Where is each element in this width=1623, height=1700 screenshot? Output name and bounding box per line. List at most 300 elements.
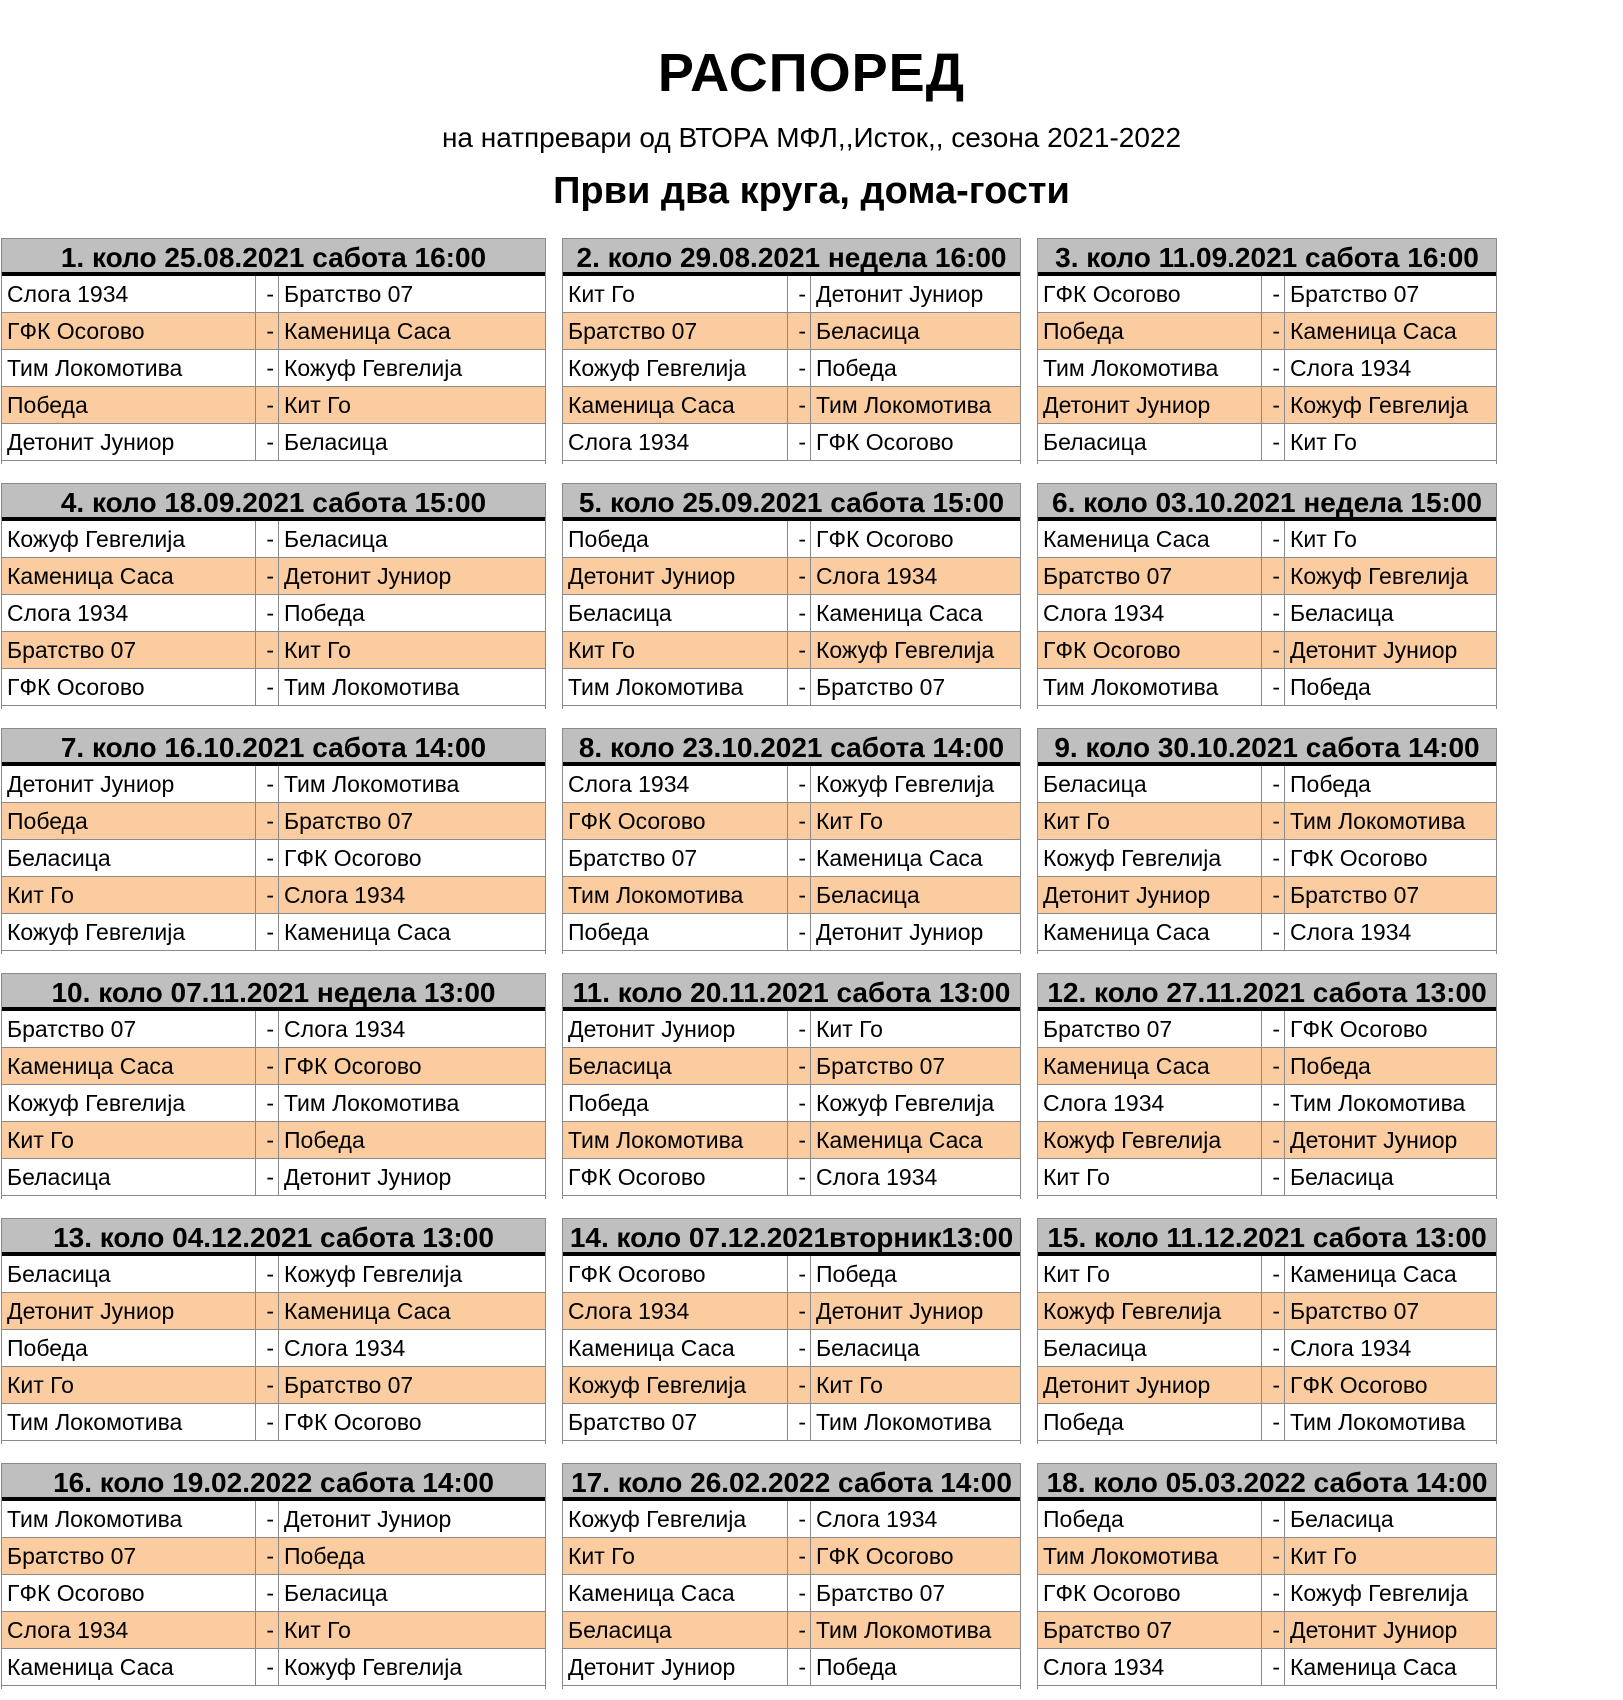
match-row — [2, 766, 545, 803]
home-team: ГФК Осогово — [1043, 637, 1181, 663]
match-row — [2, 1367, 545, 1404]
match-row — [563, 766, 1020, 803]
match-row — [2, 276, 545, 313]
match-separator: - — [1261, 595, 1285, 631]
match-separator: - — [1261, 1048, 1285, 1084]
away-team: Слога 1934 — [816, 563, 938, 589]
match-row — [563, 1011, 1020, 1048]
home-team: Беласица — [1043, 771, 1147, 797]
home-team: Победа — [1043, 1409, 1124, 1435]
round-title: 18. коло 05.03.2022 сабота 14:00 — [1038, 1464, 1496, 1501]
match-row — [563, 1649, 1020, 1686]
match-separator: - — [787, 669, 811, 705]
away-team: Тим Локомотива — [1290, 1409, 1466, 1435]
home-team: ГФК Осогово — [568, 1164, 706, 1190]
match-row — [1038, 521, 1496, 558]
away-team: Слога 1934 — [1290, 355, 1412, 381]
match-row — [563, 313, 1020, 350]
match-separator: - — [255, 1575, 279, 1611]
away-team: Каменица Саса — [1290, 318, 1457, 344]
home-team: Кожуф Гевгелија — [568, 355, 747, 381]
away-team: Братство 07 — [816, 674, 946, 700]
page-subheading: Први два круга, дома-гости — [553, 170, 1070, 212]
home-team: Кит Го — [568, 1543, 635, 1569]
match-row — [1038, 595, 1496, 632]
match-separator: - — [787, 350, 811, 386]
match-row — [1038, 1159, 1496, 1196]
match-separator: - — [787, 558, 811, 594]
match-row — [563, 387, 1020, 424]
match-row — [2, 521, 545, 558]
match-separator: - — [1261, 1011, 1285, 1047]
home-team: Кожуф Гевгелија — [568, 1372, 747, 1398]
home-team: Братство 07 — [568, 318, 698, 344]
match-row — [2, 1011, 545, 1048]
match-separator: - — [255, 840, 279, 876]
home-team: Каменица Саса — [568, 1335, 735, 1361]
match-separator: - — [1261, 1404, 1285, 1440]
round-table — [562, 238, 1021, 464]
match-row — [1038, 766, 1496, 803]
match-separator: - — [255, 1330, 279, 1366]
away-team: Братство 07 — [816, 1580, 946, 1606]
match-separator: - — [787, 840, 811, 876]
away-team: Тим Локомотива — [1290, 808, 1466, 834]
match-separator: - — [255, 1501, 279, 1537]
away-team: Братство 07 — [1290, 1298, 1420, 1324]
match-separator: - — [255, 1649, 279, 1685]
round-table — [562, 728, 1021, 954]
home-team: Детонит Јуниор — [1043, 392, 1211, 418]
away-team: Братство 07 — [284, 281, 414, 307]
match-separator: - — [787, 632, 811, 668]
home-team: ГФК Осогово — [1043, 1580, 1181, 1606]
round-title: 15. коло 11.12.2021 сабота 13:00 — [1038, 1219, 1496, 1256]
match-separator: - — [787, 521, 811, 557]
round-title: 17. коло 26.02.2022 сабота 14:00 — [563, 1464, 1020, 1501]
round-title: 13. коло 04.12.2021 сабота 13:00 — [2, 1219, 545, 1256]
home-team: Победа — [7, 808, 88, 834]
home-team: Тим Локомотива — [568, 882, 744, 908]
home-team: Победа — [568, 526, 649, 552]
away-team: Кит Го — [816, 808, 883, 834]
home-team: Кожуф Гевгелија — [1043, 1298, 1222, 1324]
match-separator: - — [1261, 1085, 1285, 1121]
home-team: Тим Локомотива — [7, 1506, 183, 1532]
away-team: Слога 1934 — [1290, 1335, 1412, 1361]
match-row — [563, 595, 1020, 632]
round-table — [1037, 728, 1497, 954]
match-separator: - — [1261, 840, 1285, 876]
home-team: Детонит Јуниор — [568, 1016, 736, 1042]
match-row — [2, 1649, 545, 1686]
home-team: ГФК Осогово — [7, 1580, 145, 1606]
match-row — [1038, 1575, 1496, 1612]
match-row — [563, 1256, 1020, 1293]
home-team: Тим Локомотива — [1043, 1543, 1219, 1569]
away-team: Беласица — [1290, 1506, 1394, 1532]
match-separator: - — [1261, 1367, 1285, 1403]
match-separator: - — [255, 1159, 279, 1195]
home-team: Братство 07 — [7, 1543, 137, 1569]
match-separator: - — [787, 877, 811, 913]
match-row — [563, 632, 1020, 669]
away-team: Детонит Јуниор — [284, 1506, 452, 1532]
home-team: Слога 1934 — [568, 771, 690, 797]
away-team: ГФК Осогово — [1290, 1372, 1428, 1398]
away-team: Победа — [1290, 1053, 1371, 1079]
match-separator: - — [1261, 1612, 1285, 1648]
match-separator: - — [255, 1538, 279, 1574]
away-team: Победа — [1290, 674, 1371, 700]
away-team: Детонит Јуниор — [816, 919, 984, 945]
match-row — [2, 1256, 545, 1293]
home-team: Детонит Јуниор — [7, 771, 175, 797]
match-separator: - — [255, 803, 279, 839]
away-team: Беласица — [1290, 600, 1394, 626]
match-separator: - — [787, 1256, 811, 1292]
away-team: Слога 1934 — [816, 1164, 938, 1190]
away-team: Каменица Саса — [816, 600, 983, 626]
home-team: Тим Локомотива — [1043, 674, 1219, 700]
home-team: Слога 1934 — [7, 281, 129, 307]
round-table — [1037, 1218, 1497, 1444]
match-row — [2, 803, 545, 840]
match-row — [2, 632, 545, 669]
home-team: Тим Локомотива — [568, 674, 744, 700]
round-title: 5. коло 25.09.2021 сабота 15:00 — [563, 484, 1020, 521]
away-team: Кит Го — [284, 1617, 351, 1643]
match-row — [1038, 1048, 1496, 1085]
match-row — [2, 1085, 545, 1122]
away-team: Кожуф Гевгелија — [284, 355, 463, 381]
match-separator: - — [787, 313, 811, 349]
away-team: Тим Локомотива — [284, 771, 460, 797]
match-row — [563, 914, 1020, 951]
home-team: Тим Локомотива — [568, 1127, 744, 1153]
away-team: Кит Го — [816, 1016, 883, 1042]
match-separator: - — [1261, 521, 1285, 557]
home-team: ГФК Осогово — [568, 808, 706, 834]
away-team: ГФК Осогово — [1290, 845, 1428, 871]
home-team: Кит Го — [568, 637, 635, 663]
match-row — [2, 1159, 545, 1196]
away-team: Детонит Јуниор — [816, 1298, 984, 1324]
away-team: ГФК Осогово — [816, 1543, 954, 1569]
round-title: 14. коло 07.12.2021вторник13:00 — [563, 1219, 1020, 1256]
match-separator: - — [787, 424, 811, 460]
round-title: 4. коло 18.09.2021 сабота 15:00 — [2, 484, 545, 521]
away-team: Детонит Јуниор — [1290, 1127, 1458, 1153]
match-separator: - — [1261, 558, 1285, 594]
match-row — [1038, 1367, 1496, 1404]
match-row — [563, 1330, 1020, 1367]
match-row — [563, 558, 1020, 595]
away-team: Кит Го — [1290, 429, 1357, 455]
match-row — [2, 1404, 545, 1441]
match-separator: - — [255, 669, 279, 705]
home-team: Каменица Саса — [1043, 1053, 1210, 1079]
away-team: Каменица Саса — [284, 919, 451, 945]
match-separator: - — [255, 877, 279, 913]
away-team: Братство 07 — [816, 1053, 946, 1079]
round-table — [562, 1463, 1021, 1689]
home-team: Тим Локомотива — [7, 355, 183, 381]
away-team: Слога 1934 — [284, 882, 406, 908]
away-team: Кит Го — [816, 1372, 883, 1398]
match-row — [1038, 877, 1496, 914]
away-team: Каменица Саса — [816, 1127, 983, 1153]
match-row — [563, 1122, 1020, 1159]
home-team: Каменица Саса — [1043, 919, 1210, 945]
away-team: Победа — [816, 355, 897, 381]
home-team: Тим Локомотива — [7, 1409, 183, 1435]
match-separator: - — [255, 1404, 279, 1440]
match-separator: - — [1261, 914, 1285, 950]
match-separator: - — [787, 766, 811, 802]
home-team: Каменица Саса — [7, 1053, 174, 1079]
home-team: Слога 1934 — [568, 1298, 690, 1324]
home-team: Победа — [568, 919, 649, 945]
home-team: Победа — [7, 392, 88, 418]
match-separator: - — [255, 1048, 279, 1084]
match-separator: - — [787, 1048, 811, 1084]
round-title: 12. коло 27.11.2021 сабота 13:00 — [1038, 974, 1496, 1011]
round-table — [1, 1218, 546, 1444]
away-team: ГФК Осогово — [284, 845, 422, 871]
match-row — [2, 1330, 545, 1367]
match-separator: - — [1261, 803, 1285, 839]
match-separator: - — [255, 1011, 279, 1047]
home-team: Слога 1934 — [7, 1617, 129, 1643]
match-row — [1038, 424, 1496, 461]
match-separator: - — [255, 595, 279, 631]
match-separator: - — [255, 276, 279, 312]
home-team: ГФК Осогово — [7, 674, 145, 700]
match-separator: - — [255, 1122, 279, 1158]
away-team: Беласица — [284, 526, 388, 552]
away-team: Кит Го — [1290, 526, 1357, 552]
away-team: Слога 1934 — [284, 1335, 406, 1361]
home-team: Беласица — [1043, 1335, 1147, 1361]
away-team: Детонит Јуниор — [1290, 637, 1458, 663]
round-title: 8. коло 23.10.2021 сабота 14:00 — [563, 729, 1020, 766]
match-row — [563, 803, 1020, 840]
home-team: Кожуф Гевгелија — [1043, 845, 1222, 871]
match-row — [563, 1404, 1020, 1441]
home-team: Детонит Јуниор — [568, 563, 736, 589]
away-team: Кожуф Гевгелија — [284, 1654, 463, 1680]
match-row — [563, 1575, 1020, 1612]
match-separator: - — [255, 313, 279, 349]
away-team: Тим Локомотива — [1290, 1090, 1466, 1116]
match-separator: - — [255, 914, 279, 950]
match-row — [563, 1293, 1020, 1330]
away-team: Кожуф Гевгелија — [1290, 563, 1469, 589]
match-separator: - — [255, 350, 279, 386]
away-team: Кит Го — [284, 392, 351, 418]
home-team: Слога 1934 — [1043, 1654, 1165, 1680]
match-row — [1038, 1256, 1496, 1293]
match-separator: - — [255, 632, 279, 668]
match-row — [1038, 1612, 1496, 1649]
away-team: Детонит Јуниор — [284, 1164, 452, 1190]
match-separator: - — [255, 387, 279, 423]
home-team: Кит Го — [1043, 808, 1110, 834]
home-team: Беласица — [1043, 429, 1147, 455]
round-table — [1, 238, 546, 464]
match-row — [563, 1538, 1020, 1575]
match-row — [563, 1501, 1020, 1538]
home-team: Слога 1934 — [568, 429, 690, 455]
round-table — [1037, 238, 1497, 464]
match-row — [563, 350, 1020, 387]
round-title: 2. коло 29.08.2021 недела 16:00 — [563, 239, 1020, 276]
match-separator: - — [787, 1159, 811, 1195]
round-table — [1, 483, 546, 709]
home-team: Победа — [1043, 1506, 1124, 1532]
round-table — [1, 1463, 546, 1689]
round-table — [1, 728, 546, 954]
away-team: Братство 07 — [284, 808, 414, 834]
home-team: Кит Го — [1043, 1261, 1110, 1287]
home-team: Каменица Саса — [568, 392, 735, 418]
match-separator: - — [787, 1649, 811, 1685]
match-row — [1038, 803, 1496, 840]
match-row — [563, 424, 1020, 461]
match-separator: - — [787, 1612, 811, 1648]
match-row — [2, 1538, 545, 1575]
home-team: Кит Го — [568, 281, 635, 307]
match-row — [2, 1575, 545, 1612]
match-row — [1038, 350, 1496, 387]
match-separator: - — [1261, 632, 1285, 668]
match-row — [1038, 840, 1496, 877]
away-team: Детонит Јуниор — [284, 563, 452, 589]
home-team: Братство 07 — [7, 637, 137, 663]
match-separator: - — [1261, 877, 1285, 913]
home-team: Слога 1934 — [7, 600, 129, 626]
match-separator: - — [1261, 350, 1285, 386]
home-team: Кожуф Гевгелија — [1043, 1127, 1222, 1153]
home-team: Беласица — [568, 1617, 672, 1643]
away-team: Победа — [1290, 771, 1371, 797]
away-team: Братство 07 — [1290, 882, 1420, 908]
match-separator: - — [1261, 313, 1285, 349]
home-team: Братство 07 — [7, 1016, 137, 1042]
home-team: Кожуф Гевгелија — [7, 526, 186, 552]
home-team: ГФК Осогово — [568, 1261, 706, 1287]
round-table — [1, 973, 546, 1199]
match-row — [1038, 914, 1496, 951]
match-row — [1038, 1330, 1496, 1367]
away-team: Победа — [284, 1543, 365, 1569]
round-title: 6. коло 03.10.2021 недела 15:00 — [1038, 484, 1496, 521]
home-team: Братство 07 — [1043, 1016, 1173, 1042]
round-title: 3. коло 11.09.2021 сабота 16:00 — [1038, 239, 1496, 276]
home-team: Беласица — [7, 1261, 111, 1287]
match-separator: - — [1261, 1256, 1285, 1292]
away-team: Кожуф Гевгелија — [816, 1090, 995, 1116]
home-team: Детонит Јуниор — [7, 1298, 175, 1324]
match-row — [1038, 1404, 1496, 1441]
match-row — [563, 521, 1020, 558]
away-team: ГФК Осогово — [284, 1409, 422, 1435]
home-team: ГФК Осогово — [7, 318, 145, 344]
away-team: Беласица — [816, 318, 920, 344]
match-separator: - — [1261, 1122, 1285, 1158]
match-separator: - — [787, 387, 811, 423]
home-team: Братство 07 — [1043, 563, 1173, 589]
away-team: Слога 1934 — [1290, 919, 1412, 945]
match-row — [563, 877, 1020, 914]
round-title: 9. коло 30.10.2021 сабота 14:00 — [1038, 729, 1496, 766]
match-separator: - — [1261, 1575, 1285, 1611]
away-team: Слога 1934 — [284, 1016, 406, 1042]
home-team: Братство 07 — [1043, 1617, 1173, 1643]
away-team: Беласица — [816, 1335, 920, 1361]
home-team: Кожуф Гевгелија — [568, 1506, 747, 1532]
away-team: Беласица — [816, 882, 920, 908]
match-row — [2, 1612, 545, 1649]
home-team: Каменица Саса — [7, 563, 174, 589]
match-separator: - — [1261, 669, 1285, 705]
match-separator: - — [787, 1501, 811, 1537]
round-title: 7. коло 16.10.2021 сабота 14:00 — [2, 729, 545, 766]
home-team: Братство 07 — [568, 1409, 698, 1435]
round-title: 16. коло 19.02.2022 сабота 14:00 — [2, 1464, 545, 1501]
match-row — [2, 313, 545, 350]
match-row — [1038, 558, 1496, 595]
away-team: Братство 07 — [1290, 281, 1420, 307]
match-separator: - — [787, 1085, 811, 1121]
match-row — [2, 877, 545, 914]
match-separator: - — [1261, 424, 1285, 460]
match-separator: - — [1261, 387, 1285, 423]
match-row — [2, 1122, 545, 1159]
home-team: Слога 1934 — [1043, 600, 1165, 626]
away-team: ГФК Осогово — [284, 1053, 422, 1079]
away-team: Детонит Јуниор — [816, 281, 984, 307]
match-separator: - — [1261, 1538, 1285, 1574]
away-team: ГФК Осогово — [1290, 1016, 1428, 1042]
round-title: 1. коло 25.08.2021 сабота 16:00 — [2, 239, 545, 276]
away-team: Тим Локомотива — [816, 1617, 992, 1643]
away-team: Беласица — [1290, 1164, 1394, 1190]
match-row — [2, 914, 545, 951]
match-separator: - — [255, 1612, 279, 1648]
home-team: Каменица Саса — [7, 1654, 174, 1680]
home-team: Братство 07 — [568, 845, 698, 871]
away-team: Каменица Саса — [1290, 1654, 1457, 1680]
match-separator: - — [1261, 1649, 1285, 1685]
home-team: Детонит Јуниор — [568, 1654, 736, 1680]
round-table — [562, 483, 1021, 709]
away-team: Тим Локомотива — [284, 1090, 460, 1116]
away-team: Победа — [284, 1127, 365, 1153]
match-separator: - — [1261, 766, 1285, 802]
away-team: ГФК Осогово — [816, 429, 954, 455]
match-row — [1038, 1293, 1496, 1330]
match-row — [1038, 1085, 1496, 1122]
match-separator: - — [787, 1575, 811, 1611]
match-row — [2, 1048, 545, 1085]
match-row — [1038, 632, 1496, 669]
away-team: Слога 1934 — [816, 1506, 938, 1532]
match-row — [1038, 1538, 1496, 1575]
round-table — [1037, 973, 1497, 1199]
match-separator: - — [1261, 276, 1285, 312]
